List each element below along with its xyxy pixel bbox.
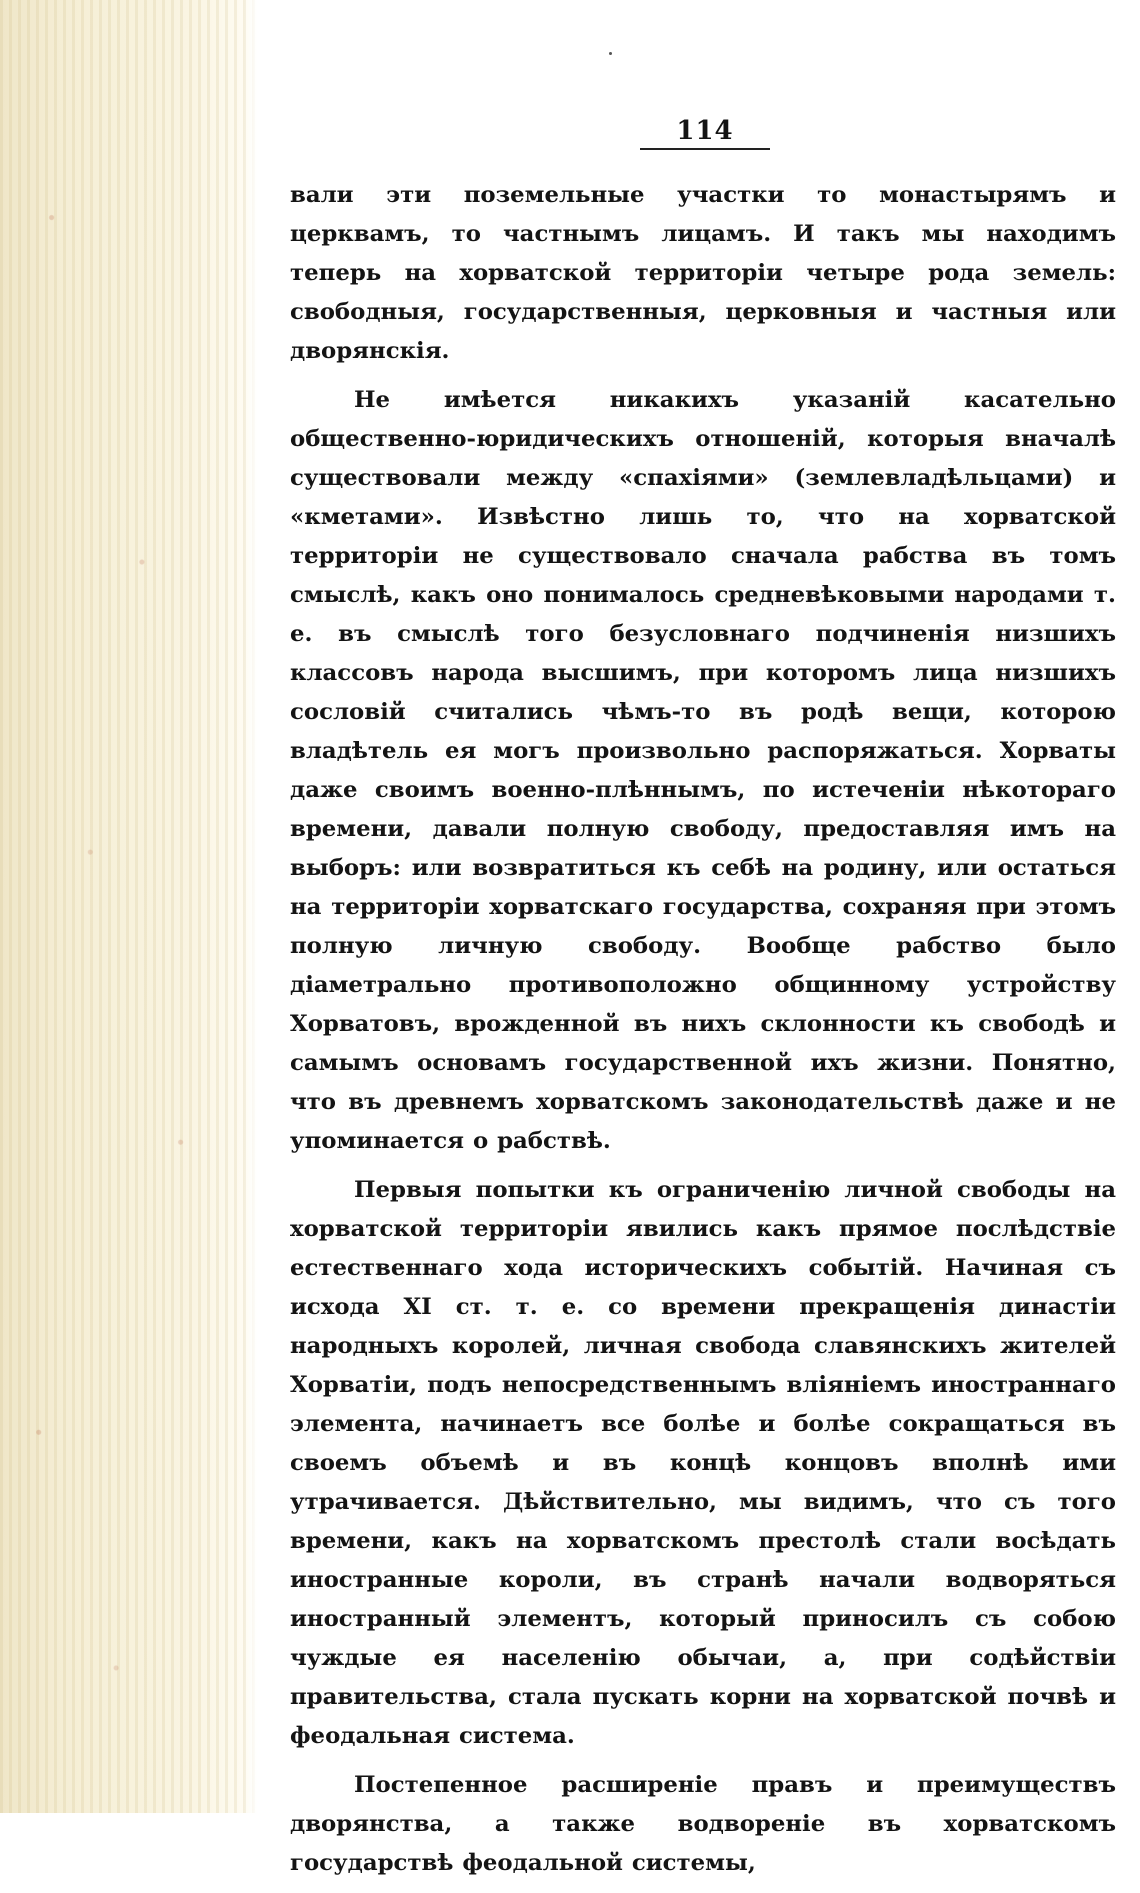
scanned-page-edge xyxy=(0,0,258,1813)
page-number: 114 xyxy=(676,116,734,146)
page-number-rule xyxy=(640,148,770,150)
body-text xyxy=(290,176,1116,1893)
paragraph-restrictions-of-freedom: Первыя попытки къ ограниченію личной свободы на хорватской территоріи явились какъ прямое послѣдствіе естественнаго хода историческихъ событій. Начиная съ исхода XI ст. т. е. со времени прекращенія династіи народныхъ королей, личная свобода славянскихъ жителей Хорватіи, подъ непосредственнымъ вліяніемъ иностраннаго элемента, начинаетъ все болѣе и болѣе сокращаться въ своемъ объемѣ и въ концѣ концовъ вполнѣ ими утрачивается. Дѣйствительно, мы видимъ, что съ того времени, какъ на хорватскомъ престолѣ стали восѣдать иностранные короли, въ странѣ начали водворяться иностранный элементъ, который приносилъ съ собою чуждые ея населенію обычаи, а, при содѣйствіи правительства, стала пускать корни на хорватской почвѣ и феодальная система. xyxy=(290,1177,1116,1749)
paragraph-continuation: вали эти поземельные участки то монастырямъ и церквамъ, то частнымъ лицамъ. И такъ мы находимъ теперь на хорватской территоріи четыре рода земель: свободныя, государственныя, церковныя и частныя или дворянскія. xyxy=(290,182,1116,364)
paragraph-feudal-system: Постепенное расширеніе правъ и преимуществъ дворянства, а также водвореніе въ хорватскомъ государствѣ феодальной системы, xyxy=(290,1772,1116,1876)
paragraph-social-relations: Не имѣется никакихъ указаній касательно общественно-юридическихъ отношеній, которыя вначалѣ существовали между «спахіями» (землевладѣльцами) и «кметами». Извѣстно лишь то, что на хорватской территоріи не существовало сначала рабства въ томъ смыслѣ, какъ оно понималось средневѣковыми народами т. е. въ смыслѣ того безусловнаго подчиненія низшихъ классовъ народа высшимъ, при которомъ лица низшихъ сословій считались чѣмъ-то въ родѣ вещи, которою владѣтель ея могъ произвольно распоряжаться. Хорваты даже своимъ военно-плѣннымъ, по истеченіи нѣкотораго времени, давали полную свободу, предоставляя имъ на выборъ: или возвратиться къ себѣ на родину, или остаться на территоріи хорватскаго государства, сохраняя при этомъ полную личную свободу. Вообще рабство было діаметрально противоположно общинному устройству Хорватовъ, врожденной въ нихъ склонности къ свободѣ и самымъ основамъ государственной ихъ жизни. Понятно, что въ древнемъ хорватскомъ законодательствѣ даже и не упоминается о рабствѣ. xyxy=(290,387,1116,1154)
scan-speck xyxy=(609,52,612,55)
